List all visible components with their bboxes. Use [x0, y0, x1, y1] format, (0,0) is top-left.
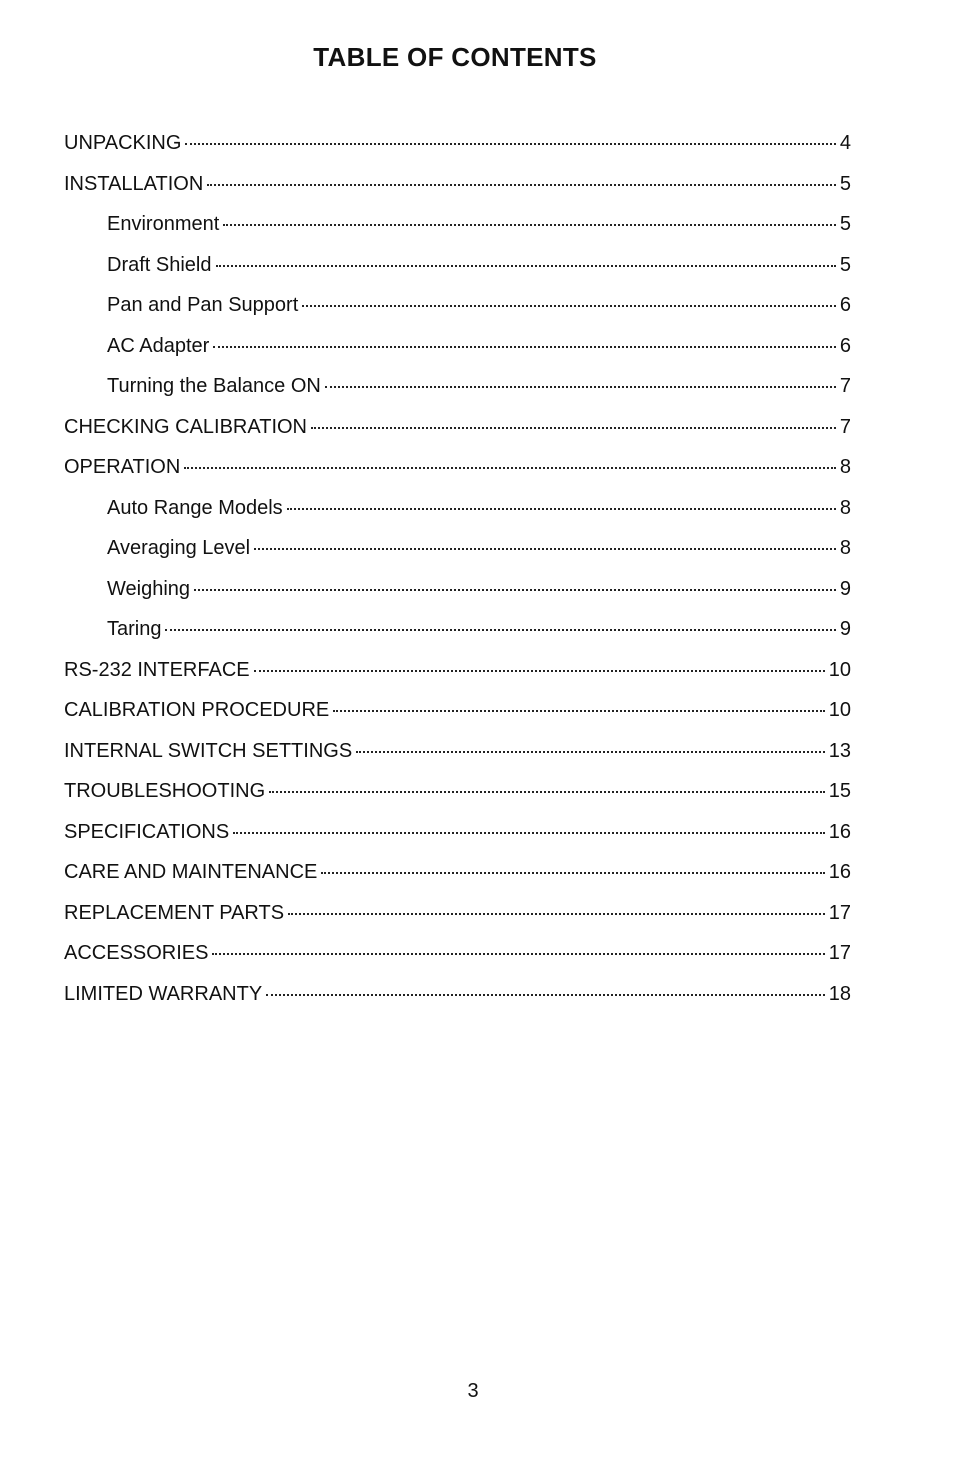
dot-leader	[254, 670, 825, 672]
dot-leader	[223, 224, 836, 226]
toc-entry-label: OPERATION	[64, 456, 181, 478]
toc-entry-page: 4	[839, 132, 851, 154]
toc-entry-label: Taring	[107, 618, 162, 640]
toc-subentry	[64, 374, 851, 415]
page-number: 3	[467, 1380, 479, 1402]
dot-leader	[165, 629, 835, 631]
toc-entry-label: Turning the Balance ON	[107, 375, 321, 397]
toc-subentry	[64, 334, 851, 375]
toc-subentry	[64, 212, 851, 253]
toc-entry-page: 9	[839, 618, 851, 640]
toc-subentry	[64, 496, 851, 537]
dot-leader	[302, 305, 836, 307]
toc-entry-page: 8	[839, 456, 851, 478]
toc-entry	[64, 901, 851, 942]
toc-entry-label: INSTALLATION	[64, 172, 204, 195]
dot-leader	[311, 427, 836, 429]
toc-entry-label: AC Adapter	[107, 334, 210, 357]
toc-entry-page: 5	[839, 253, 851, 276]
dot-leader	[325, 386, 836, 388]
toc-subentry	[64, 617, 851, 658]
toc-entry-page: 7	[839, 375, 851, 397]
toc-entry-page: 10	[828, 699, 851, 721]
toc-entry-page: 5	[839, 172, 851, 195]
toc-entry-label: TROUBLESHOOTING	[64, 780, 266, 802]
toc-entry	[64, 658, 851, 699]
table-of-contents	[64, 131, 851, 1022]
toc-entry-page: 9	[839, 577, 851, 600]
toc-entry-label: INTERNAL SWITCH SETTINGS	[64, 739, 353, 762]
dot-leader	[356, 751, 825, 753]
dot-leader	[213, 346, 836, 348]
toc-entry-label: CARE AND MAINTENANCE	[64, 861, 318, 883]
toc-entry-page: 6	[839, 334, 851, 357]
toc-entry-page: 18	[828, 982, 851, 1005]
toc-entry-label: Weighing	[107, 577, 191, 600]
toc-entry-label: CHECKING CALIBRATION	[64, 415, 307, 438]
dot-leader	[233, 832, 825, 834]
dot-leader	[269, 791, 825, 793]
dot-leader	[194, 589, 836, 591]
dot-leader	[287, 508, 836, 510]
toc-entry	[64, 860, 851, 901]
toc-entry-label: Environment	[107, 213, 220, 235]
toc-entry	[64, 455, 851, 496]
toc-entry-label: SPECIFICATIONS	[64, 820, 230, 843]
toc-entry-page: 5	[839, 213, 851, 235]
toc-subentry	[64, 577, 851, 618]
toc-subentry	[64, 293, 851, 334]
toc-entry-page: 13	[828, 739, 851, 762]
toc-entry-page: 10	[828, 658, 851, 681]
toc-entry-label: UNPACKING	[64, 132, 182, 154]
page-title: TABLE OF CONTENTS	[313, 42, 597, 72]
toc-entry-label: CALIBRATION PROCEDURE	[64, 699, 330, 721]
toc-entry-label: RS-232 INTERFACE	[64, 658, 250, 681]
toc-entry-label: LIMITED WARRANTY	[64, 982, 263, 1005]
dot-leader	[288, 913, 825, 915]
toc-entry	[64, 982, 851, 1023]
dot-leader	[207, 184, 836, 186]
dot-leader	[266, 994, 825, 996]
toc-entry-label: Draft Shield	[107, 253, 212, 276]
toc-entry	[64, 820, 851, 861]
dot-leader	[321, 872, 824, 874]
toc-entry-page: 17	[828, 942, 851, 964]
dot-leader	[185, 143, 835, 145]
toc-entry	[64, 415, 851, 456]
toc-entry	[64, 779, 851, 820]
toc-subentry	[64, 253, 851, 294]
toc-entry-page: 8	[839, 496, 851, 519]
toc-entry-page: 7	[839, 415, 851, 438]
toc-entry-page: 17	[828, 901, 851, 924]
dot-leader	[212, 953, 824, 955]
toc-entry-label: Pan and Pan Support	[107, 294, 299, 316]
toc-entry-label: ACCESSORIES	[64, 942, 209, 964]
toc-entry-page: 16	[828, 861, 851, 883]
toc-entry	[64, 739, 851, 780]
dot-leader	[184, 467, 836, 469]
dot-leader	[333, 710, 825, 712]
toc-entry-label: Averaging Level	[107, 537, 251, 559]
toc-entry-page: 8	[839, 537, 851, 559]
toc-entry	[64, 941, 851, 982]
toc-entry	[64, 172, 851, 213]
dot-leader	[216, 265, 836, 267]
toc-entry	[64, 131, 851, 172]
toc-entry	[64, 698, 851, 739]
toc-entry-page: 15	[828, 780, 851, 802]
toc-subentry	[64, 536, 851, 577]
toc-entry-page: 16	[828, 820, 851, 843]
toc-entry-page: 6	[839, 294, 851, 316]
dot-leader	[254, 548, 836, 550]
toc-entry-label: Auto Range Models	[107, 496, 283, 519]
toc-entry-label: REPLACEMENT PARTS	[64, 901, 285, 924]
